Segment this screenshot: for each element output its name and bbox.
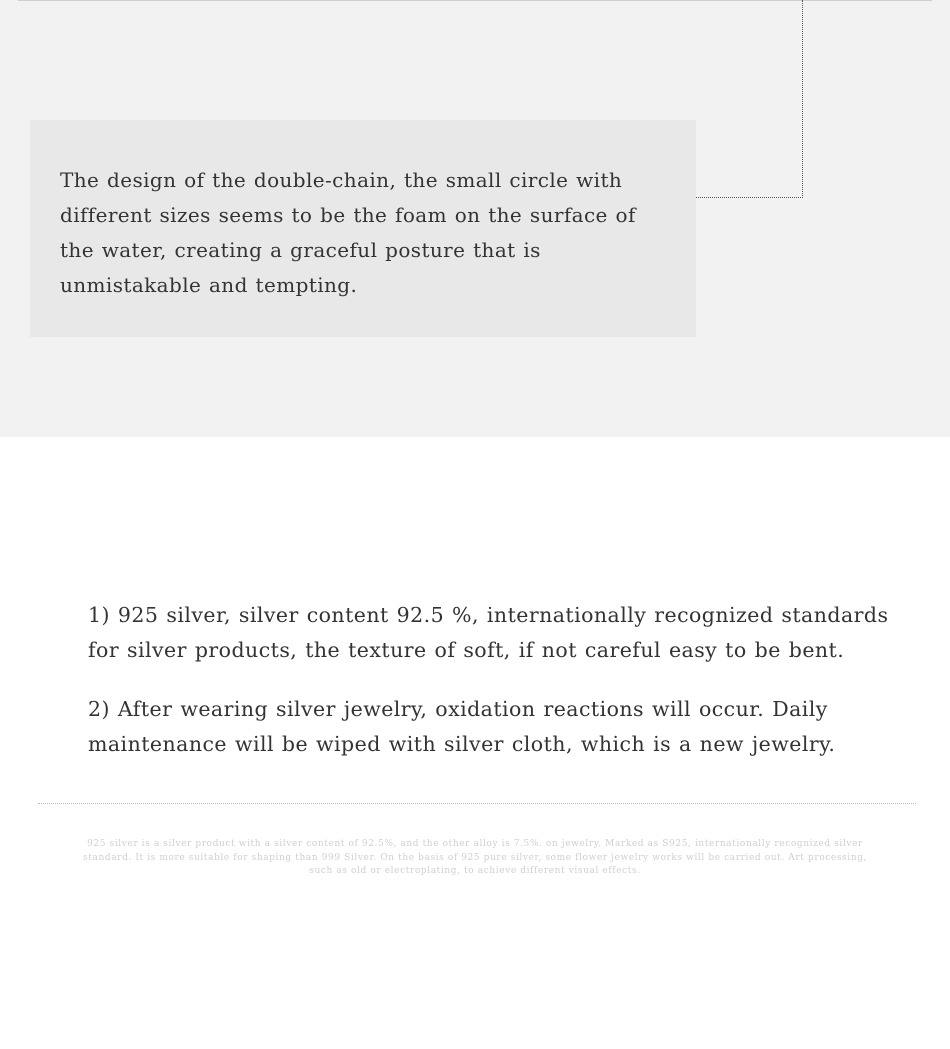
care-notes	[88, 598, 908, 786]
top-divider	[18, 0, 932, 1]
description-card	[30, 120, 696, 337]
connector-line-horizontal	[690, 197, 803, 198]
feature-section	[0, 0, 950, 437]
dotted-divider	[38, 803, 916, 804]
care-note-2: 2) After wearing silver jewelry, oxidation reactions will occur. Daily maintenance will be wiped with silver cloth, which is a new jewelry.	[88, 697, 836, 756]
connector-line-vertical	[802, 0, 803, 198]
description-text: The design of the double-chain, the small circle with different sizes seems to be the foam on the surface of the water, creating a graceful posture that is unmistakable and tempting.	[60, 168, 636, 297]
fine-print-text: 925 silver is a silver product with a silver content of 92.5%, and the other alloy is 7.5%. on jewelry. Marked as S925, internationally recognized silver standard. It is more suitable for shaping than 999 Silver. On the basis of 925 pure silver, some flower jewelry works will be carried out. Art processing, such as old or electroplating, to achieve different visual effects.	[83, 839, 867, 876]
care-note-1: 1) 925 silver, silver content 92.5 %, internationally recognized standards for silver products, the texture of soft, if not careful easy to be bent.	[88, 603, 889, 662]
